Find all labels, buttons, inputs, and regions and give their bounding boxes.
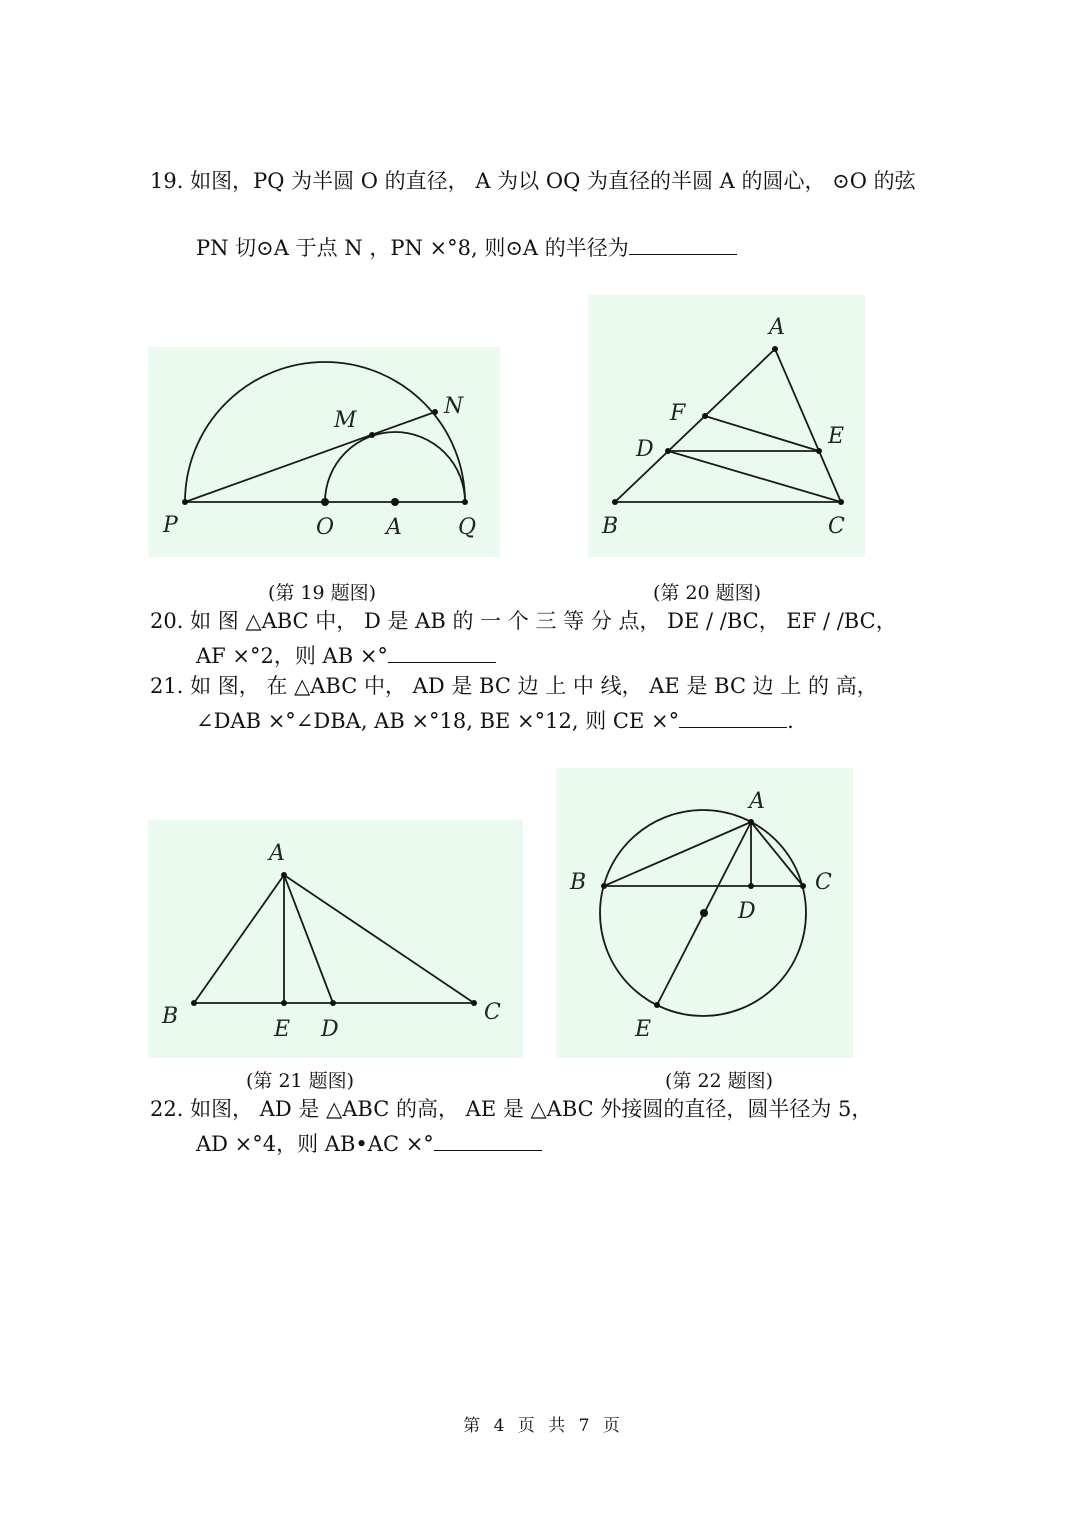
point-e xyxy=(816,448,822,454)
q21-line2-text: ∠DAB ×°∠DBA, AB ×°18, BE ×°12, 则 CE ×° xyxy=(196,709,680,733)
point-o xyxy=(321,498,329,506)
label-q: Q xyxy=(458,515,477,540)
answer-blank-22[interactable] xyxy=(434,1132,542,1151)
q19-line2 xyxy=(196,236,737,259)
label-p: P xyxy=(163,513,178,538)
figure-21 xyxy=(148,820,523,1058)
point-d xyxy=(330,1000,336,1006)
q20-line2 xyxy=(196,644,496,667)
segment-fe xyxy=(705,416,819,451)
caption-20: (第 20 题图) xyxy=(653,582,762,604)
label-d: D xyxy=(738,899,756,924)
segment-dc xyxy=(668,451,841,502)
label-a: A xyxy=(769,315,785,340)
point-f xyxy=(702,413,708,419)
caption-19: (第 19 题图) xyxy=(268,582,377,604)
segment-ab xyxy=(604,822,751,886)
chord-pn xyxy=(185,412,435,502)
label-f: F xyxy=(670,401,686,426)
triangle-abc xyxy=(194,875,474,1003)
figure-22 xyxy=(556,768,853,1058)
q20-line1: 20. 如 图 △ABC 中， D 是 AB 的 一 个 三 等 分 点， DE / /BC， EF / /BC， xyxy=(150,609,897,633)
q22-line2-text: AD ×°4，则 AB•AC ×° xyxy=(196,1132,434,1156)
center-point xyxy=(700,909,708,917)
median-ad xyxy=(284,875,333,1003)
q19-line1: 19. 如图，PQ 为半圆 O 的直径， A 为以 OQ 为直径的半圆 A 的圆心， ⊙O 的弦 xyxy=(150,169,916,193)
answer-blank-20[interactable] xyxy=(388,644,496,663)
label-d: D xyxy=(636,437,654,462)
label-m: M xyxy=(334,408,357,433)
point-a xyxy=(281,872,287,878)
figure-19 xyxy=(148,347,500,557)
label-c: C xyxy=(484,1000,501,1025)
label-e: E xyxy=(635,1017,652,1042)
q20-line2-text: AF ×°2，则 AB ×° xyxy=(196,644,388,668)
q22-line1: 22. 如图， AD 是 △ABC 的高， AE 是 △ABC 外接圆的直径，圆半径为 5， xyxy=(150,1097,873,1121)
label-c: C xyxy=(828,514,845,539)
q19-line2-text: PN 切⊙A 于点 N ，PN ×°8, 则⊙A 的半径为 xyxy=(196,236,629,260)
point-m xyxy=(369,432,375,438)
q21-line1: 21. 如 图， 在 △ABC 中， AD 是 BC 边 上 中 线， AE 是 BC 边 上 的 高， xyxy=(150,674,878,698)
point-c xyxy=(838,499,844,505)
point-n xyxy=(432,409,438,415)
label-o: O xyxy=(316,515,335,540)
point-q xyxy=(462,499,468,505)
q22-line2 xyxy=(196,1132,542,1155)
caption-22: (第 22 题图) xyxy=(665,1070,774,1092)
label-b: B xyxy=(570,870,587,895)
point-e xyxy=(281,1000,287,1006)
point-e xyxy=(654,1002,660,1008)
label-d: D xyxy=(321,1017,339,1042)
point-a xyxy=(391,498,399,506)
point-d xyxy=(665,448,671,454)
answer-blank-21[interactable] xyxy=(679,709,787,728)
label-a: A xyxy=(749,789,765,814)
point-p xyxy=(182,499,188,505)
semicircle-o xyxy=(185,362,465,502)
semicircle-a xyxy=(325,432,465,502)
caption-21: (第 21 题图) xyxy=(246,1070,355,1092)
q21-line2 xyxy=(196,709,794,732)
label-c: C xyxy=(815,870,832,895)
point-c xyxy=(800,883,806,889)
point-b xyxy=(612,499,618,505)
segment-ac xyxy=(751,822,803,886)
triangle-abc xyxy=(615,349,841,502)
label-e: E xyxy=(274,1017,291,1042)
q21-line2-end: . xyxy=(787,709,794,733)
label-n: N xyxy=(444,394,464,419)
point-b xyxy=(191,1000,197,1006)
page-footer: 第 4 页 共 7 页 xyxy=(463,1416,624,1436)
label-e: E xyxy=(828,424,845,449)
point-c xyxy=(471,1000,477,1006)
point-d xyxy=(748,883,754,889)
label-b: B xyxy=(162,1004,179,1029)
point-a xyxy=(748,819,754,825)
point-b xyxy=(601,883,607,889)
label-b: B xyxy=(602,514,619,539)
point-a xyxy=(772,346,778,352)
label-a: A xyxy=(386,515,402,540)
answer-blank-19[interactable] xyxy=(629,236,737,255)
label-a: A xyxy=(269,841,285,866)
figure-20 xyxy=(588,295,865,557)
